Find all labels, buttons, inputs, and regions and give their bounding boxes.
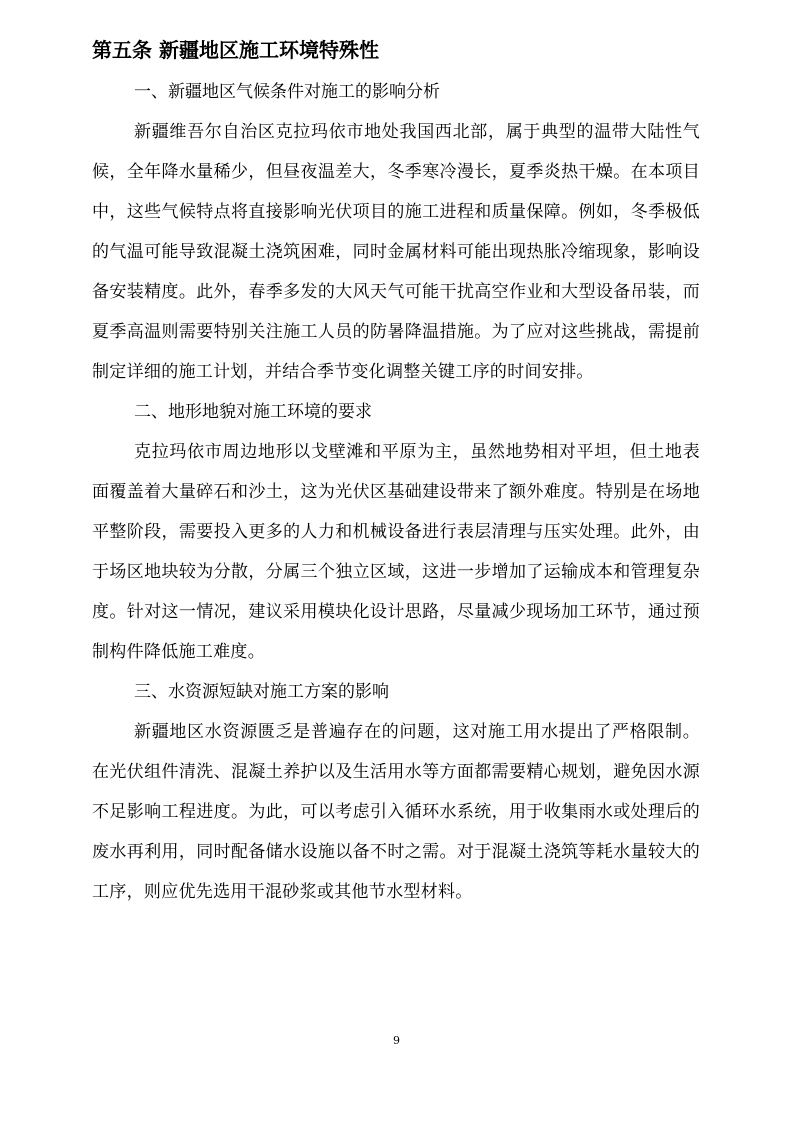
page-content xyxy=(92,32,700,912)
section-heading-terrain: 二、地形地貌对施工环境的要求 xyxy=(134,402,372,422)
section-paragraph-water: 新疆地区水资源匮乏是普遍存在的问题，这对施工用水提出了严格限制。在光伏组件清洗、混凝土养护以及生活用水等方面都需要精心规划，避免因水源不足影响工程进度。为此，可以考虑引入循环水系统，用于收集雨水或处理后的废水再利用，同时配备储水设施以备不时之需。对于混凝土浇筑等耗水量较大的工序，则应优先选用干混砂浆或其他节水型材料。 xyxy=(92,722,700,902)
section-heading-climate: 一、新疆地区气候条件对施工的影响分析 xyxy=(134,82,440,102)
section-heading-water: 三、水资源短缺对施工方案的影响 xyxy=(134,682,389,702)
section-paragraph-climate: 新疆维吾尔自治区克拉玛依市地处我国西北部，属于典型的温带大陆性气候，全年降水量稀少，但昼夜温差大，冬季寒冷漫长，夏季炎热干燥。在本项目中，这些气候特点将直接影响光伏项目的施工进程和质量保障。例如，冬季极低的气温可能导致混凝土浇筑困难，同时金属材料可能出现热胀冷缩现象，影响设备安装精度。此外，春季多发的大风天气可能干扰高空作业和大型设备吊装，而夏季高温则需要特别关注施工人员的防暑降温措施。为了应对这些挑战，需提前制定详细的施工计划，并结合季节变化调整关键工序的时间安排。 xyxy=(92,122,700,382)
page-title: 第五条 新疆地区施工环境特殊性 xyxy=(92,38,379,62)
page-number: 9 xyxy=(393,1034,400,1047)
section-paragraph-terrain: 克拉玛依市周边地形以戈壁滩和平原为主，虽然地势相对平坦，但土地表面覆盖着大量碎石和沙土，这为光伏区基础建设带来了额外难度。特别是在场地平整阶段，需要投入更多的人力和机械设备进行表层清理与压实处理。此外，由于场区地块较为分散，分属三个独立区域，这进一步增加了运输成本和管理复杂度。针对这一情况，建议采用模块化设计思路，尽量减少现场加工环节，通过预制构件降低施工难度。 xyxy=(92,442,700,662)
